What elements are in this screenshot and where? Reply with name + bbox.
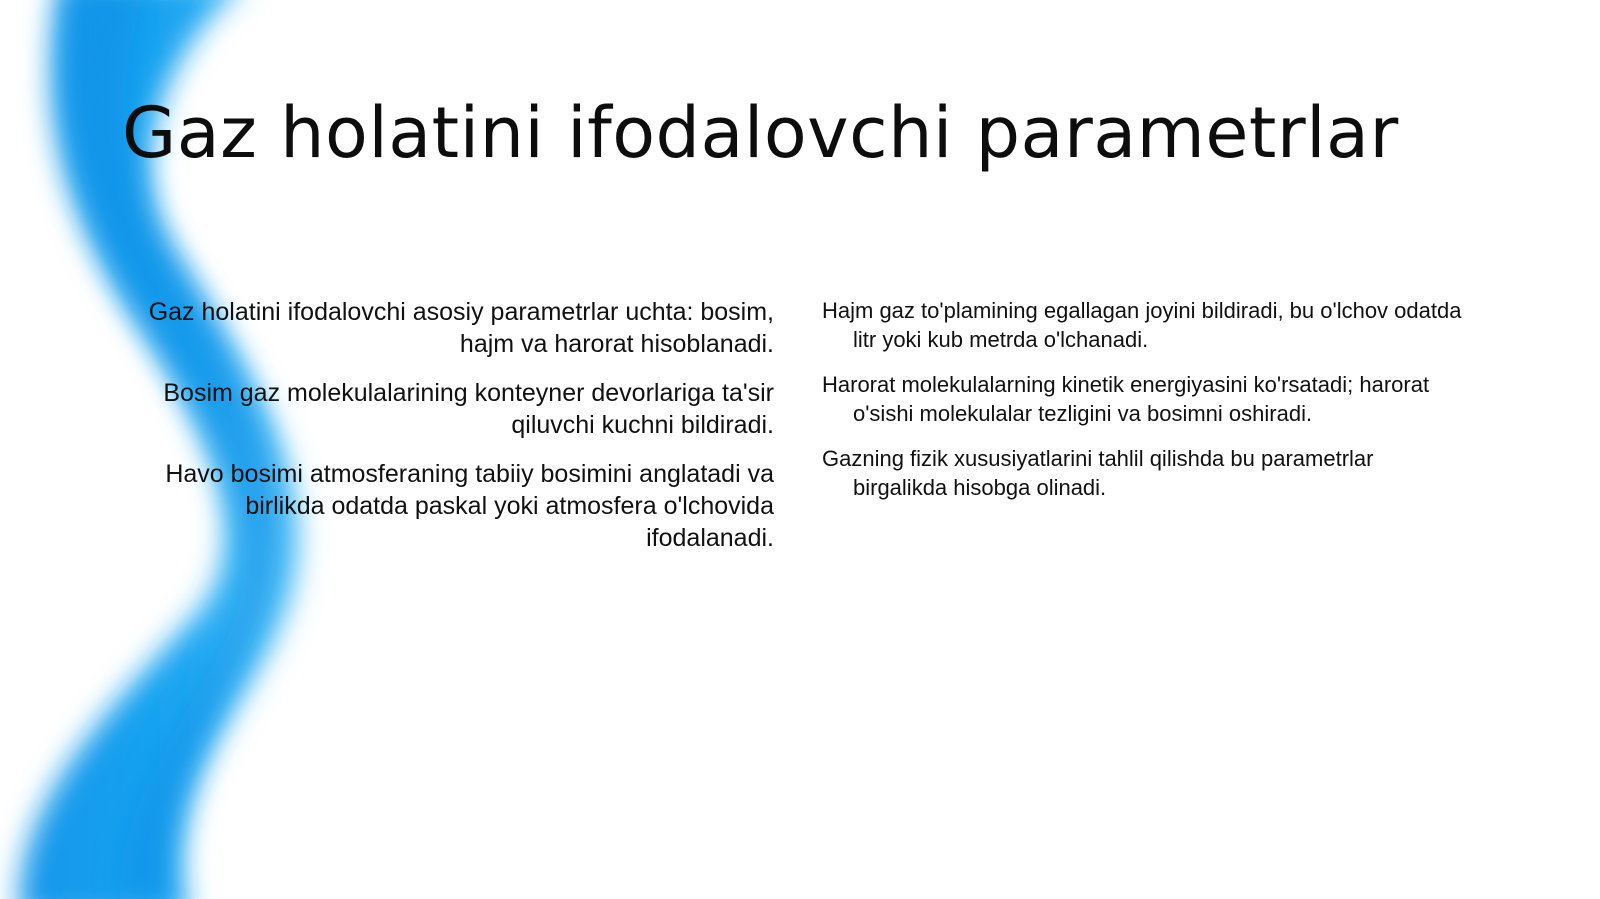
- right-paragraph: Gazning fizik xususiyatlarini tahlil qilishda bu parametrlar birgalikda hisobga olinadi.: [822, 446, 1374, 500]
- left-paragraph: Havo bosimi atmosferaning tabiiy bosimini anglatadi va birlikda odatda paskal yoki atmosfera o'lchovida ifodalanadi.: [165, 460, 774, 552]
- right-paragraph: Harorat molekulalarning kinetik energiyasini ko'rsatadi; harorat o'sishi molekulalar tezligini va bosimni oshiradi.: [822, 372, 1430, 426]
- left-text-column: [130, 296, 774, 571]
- left-paragraph: Gaz holatini ifodalovchi asosiy parametrlar uchta: bosim, hajm va harorat hisoblanadi.: [148, 298, 774, 358]
- left-paragraph: Bosim gaz molekulalarining konteyner devorlariga ta'sir qiluvchi kuchni bildiradi.: [163, 379, 774, 439]
- slide-title: Gaz holatini ifodalovchi parametrlar: [122, 92, 1399, 174]
- right-text-column: [822, 296, 1472, 518]
- right-paragraph: Hajm gaz to'plamining egallagan joyini bildiradi, bu o'lchov odatda litr yoki kub metrda o'lchanadi.: [822, 298, 1462, 352]
